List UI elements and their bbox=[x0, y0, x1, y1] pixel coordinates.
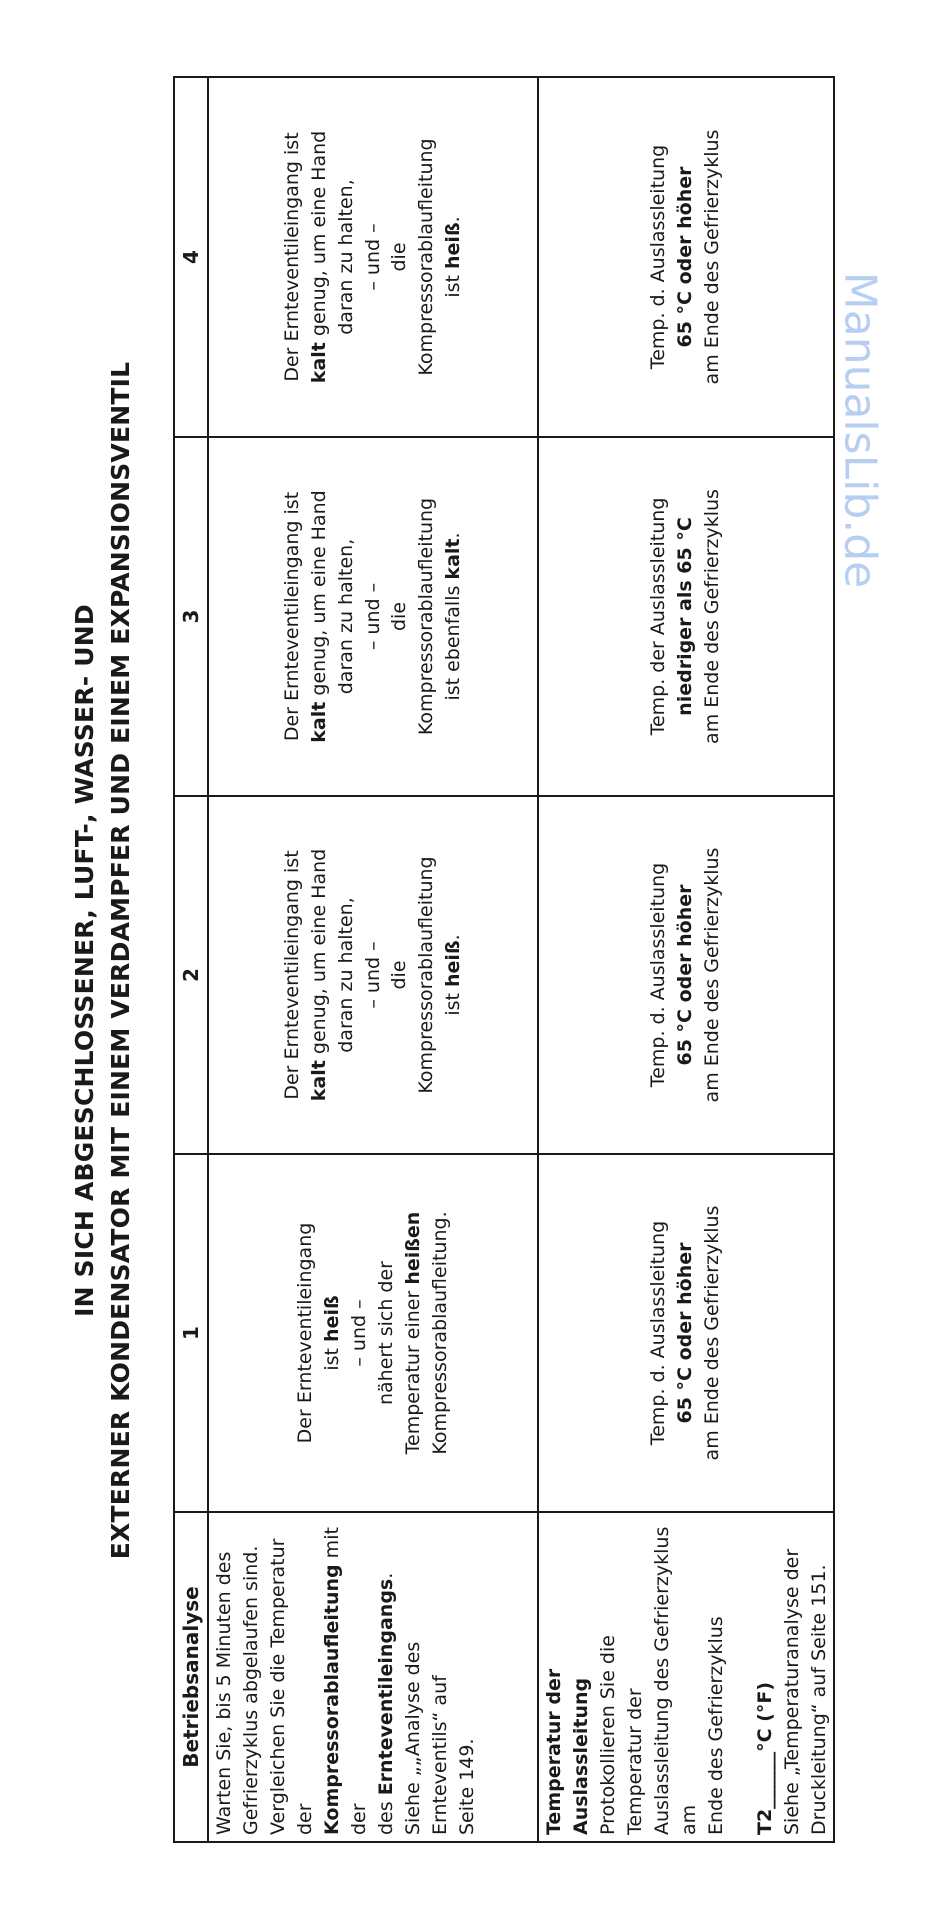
row2-desc-reference: Druckleitung“ auf Seite 151. bbox=[807, 1564, 830, 1835]
cell-line: nähert sich der bbox=[375, 1261, 397, 1405]
header-col-4: 4 bbox=[174, 77, 208, 437]
bold-term: heißen bbox=[401, 1211, 424, 1285]
row1-desc-line: Warten Sie, bis 5 Minuten des bbox=[213, 1551, 235, 1835]
row1-desc-line: Vergleichen Sie die Temperatur der bbox=[266, 1538, 316, 1835]
text-fragment: Temperatur einer bbox=[401, 1284, 424, 1455]
cell-line: Temp. d. Auslassleitung bbox=[647, 1220, 670, 1446]
cell-line: am Ende des Gefrierzyklus bbox=[701, 489, 724, 744]
cell-line: am Ende des Gefrierzyklus bbox=[701, 129, 724, 385]
bold-term: kalt bbox=[307, 701, 330, 743]
cell-line: daran zu halten, bbox=[334, 538, 357, 695]
header-col-2: 2 bbox=[174, 796, 208, 1154]
cell-line: die bbox=[388, 601, 411, 632]
row2-desc-reference: Siehe „Temperaturanalyse der bbox=[780, 1548, 803, 1835]
text-fragment: . bbox=[442, 934, 465, 941]
bold-term: Kompressorablaufleitung bbox=[320, 1564, 343, 1835]
cell-line: – und – bbox=[348, 1299, 371, 1367]
cell-line: die bbox=[388, 960, 411, 990]
header-col-1: 1 bbox=[174, 1154, 208, 1512]
bold-term: heiß bbox=[442, 222, 465, 269]
header-col-3: 3 bbox=[174, 437, 208, 796]
cell-line: Der Ernteventileingang ist bbox=[280, 132, 303, 382]
row1-desc-line: Gefrierzyklus abgelaufen sind. bbox=[239, 1545, 262, 1835]
bold-term: 65 °C oder höher bbox=[674, 884, 697, 1066]
text-fragment: ist bbox=[442, 986, 465, 1016]
row2-desc-line: Ende des Gefrierzyklus bbox=[704, 1616, 727, 1835]
cell-line: am Ende des Gefrierzyklus bbox=[701, 847, 724, 1103]
cell-line: Temp. d. Auslassleitung bbox=[647, 144, 670, 370]
cell-line: Kompressorablaufleitung bbox=[415, 497, 438, 736]
cell-line: – und – bbox=[361, 941, 384, 1009]
bold-term: heiß bbox=[321, 1295, 344, 1342]
text-fragment: genug, um eine Hand bbox=[307, 848, 330, 1061]
bold-term: 65 °C oder höher bbox=[674, 1242, 697, 1424]
title-line-2: EXTERNER KONDENSATOR MIT EINEM VERDAMPFER UND EINEM EXPANSIONSVENTIL bbox=[106, 361, 135, 1560]
bold-term: kalt bbox=[442, 538, 465, 580]
row1-desc-reference: Siehe „„Analyse des Ernteventils“ auf bbox=[401, 1641, 451, 1835]
row1-desc-reference: Seite 149. bbox=[455, 1738, 478, 1835]
title-line-1: IN SICH ABGESCHLOSSENER, LUFT-, WASSER- UND bbox=[70, 604, 99, 1317]
text-fragment: ist ebenfalls bbox=[442, 579, 465, 701]
cell-line: – und – bbox=[361, 223, 384, 291]
cell-line: Der Ernteventileingang ist bbox=[280, 491, 303, 742]
bold-term: 65 °C oder höher bbox=[674, 166, 697, 348]
cell-line: Der Ernteventileingang ist bbox=[280, 850, 303, 1100]
text-fragment: . bbox=[442, 532, 465, 539]
bold-term: niedriger als 65 °C bbox=[674, 517, 697, 716]
cell-line: Kompressorablaufleitung bbox=[415, 856, 438, 1094]
text-fragment: . bbox=[442, 216, 465, 223]
bold-term: kalt bbox=[307, 342, 330, 384]
watermark: ManualsLib.de bbox=[834, 271, 886, 589]
cell-line: Kompressorablaufleitung bbox=[415, 138, 438, 376]
bold-term: kalt bbox=[307, 1060, 330, 1102]
bold-term: Temperatur der Auslassleitung bbox=[543, 1668, 592, 1835]
text-fragment: des bbox=[374, 1795, 397, 1835]
cell-line: am Ende des Gefrierzyklus bbox=[701, 1205, 724, 1461]
t2-blank: ______ bbox=[753, 1751, 776, 1809]
text-fragment: ist bbox=[321, 1341, 344, 1371]
cell-line: Temp. der Auslassleitung bbox=[647, 497, 670, 736]
t2-unit: °C (°F) bbox=[753, 1681, 776, 1752]
cell-line: – und – bbox=[361, 582, 384, 651]
text-fragment: . bbox=[374, 1572, 397, 1579]
text-fragment: genug, um eine Hand bbox=[307, 130, 330, 343]
cell-line: Temp. d. Auslassleitung bbox=[647, 862, 670, 1088]
text-fragment: mit der bbox=[320, 1527, 370, 1835]
row2-desc-line: Auslassleitung des Gefrierzyklus am bbox=[650, 1526, 700, 1835]
bold-term: heiß bbox=[442, 940, 465, 987]
cell-line: Der Ernteventileingang bbox=[294, 1222, 317, 1444]
cell-line: Kompressorablaufleitung. bbox=[428, 1211, 451, 1455]
cell-line: daran zu halten, bbox=[334, 897, 357, 1053]
row2-desc-line: Protokollieren Sie die Temperatur der bbox=[596, 1635, 646, 1835]
text-fragment: ist bbox=[442, 268, 465, 298]
cell-line: daran zu halten, bbox=[334, 179, 357, 335]
text-fragment: genug, um eine Hand bbox=[307, 490, 330, 702]
cell-line: die bbox=[388, 242, 411, 272]
bold-term: Ernteventileingangs bbox=[374, 1578, 397, 1796]
header-analysis: Betriebsanalyse bbox=[174, 1512, 208, 1842]
t2-label: T2 bbox=[753, 1808, 776, 1835]
